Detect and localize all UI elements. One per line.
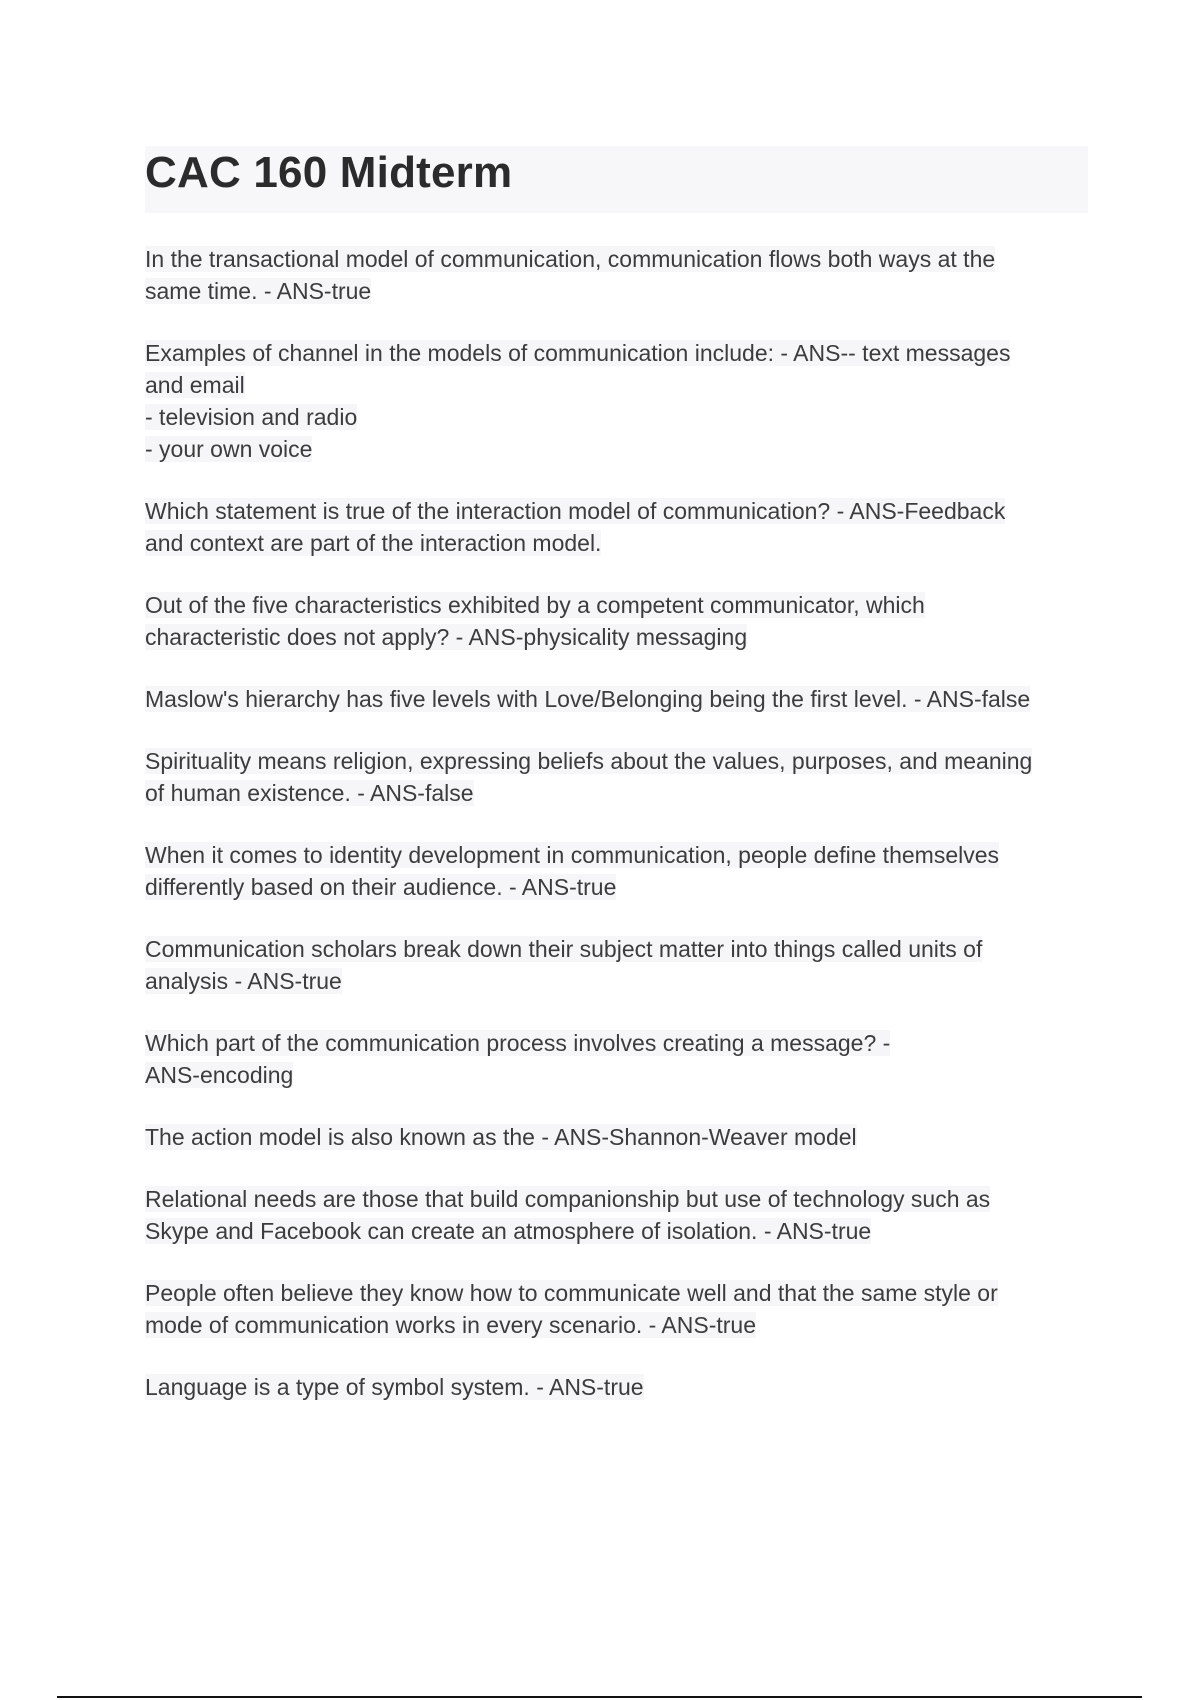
- text-line: Which statement is true of the interaction model of communication? - ANS-Feedback: [145, 498, 1006, 524]
- text-line: Language is a type of symbol system. - ANS-true: [145, 1374, 644, 1400]
- text-line: Out of the five characteristics exhibited by a competent communicator, which: [145, 592, 925, 618]
- qa-item: [145, 1027, 1085, 1091]
- qa-item: [145, 933, 1085, 997]
- text-line: characteristic does not apply? - ANS-physicality messaging: [145, 624, 748, 650]
- qa-item: [145, 1121, 1085, 1153]
- footer-divider: [57, 1696, 1142, 1698]
- text-line: and email: [145, 372, 245, 398]
- text-line: Spirituality means religion, expressing beliefs about the values, purposes, and meaning: [145, 748, 1033, 774]
- text-line: mode of communication works in every scenario. - ANS-true: [145, 1312, 757, 1338]
- text-line: When it comes to identity development in communication, people define themselves: [145, 842, 1000, 868]
- qa-item: [145, 495, 1085, 559]
- qa-item: [145, 1371, 1085, 1403]
- text-line: Maslow's hierarchy has five levels with Love/Belonging being the first level. - ANS-false: [145, 686, 1031, 712]
- qa-item: [145, 1277, 1085, 1341]
- qa-item: [145, 683, 1085, 715]
- text-line: differently based on their audience. - ANS-true: [145, 874, 617, 900]
- text-line: The action model is also known as the - ANS-Shannon-Weaver model: [145, 1124, 857, 1150]
- text-line: Communication scholars break down their subject matter into things called units of: [145, 936, 983, 962]
- text-line: analysis - ANS-true: [145, 968, 342, 994]
- page-title: CAC 160 Midterm: [145, 146, 1088, 213]
- text-line: Which part of the communication process involves creating a message? -: [145, 1030, 891, 1056]
- qa-item: [145, 243, 1085, 307]
- qa-item: [145, 337, 1085, 465]
- text-line: People often believe they know how to communicate well and that the same style or: [145, 1280, 998, 1306]
- text-line: Relational needs are those that build companionship but use of technology such as: [145, 1186, 991, 1212]
- qa-item: [145, 1183, 1085, 1247]
- qa-item: [145, 745, 1085, 809]
- text-line: In the transactional model of communication, communication flows both ways at the: [145, 246, 996, 272]
- text-line: Skype and Facebook can create an atmosphere of isolation. - ANS-true: [145, 1218, 872, 1244]
- text-line: of human existence. - ANS-false: [145, 780, 474, 806]
- qa-list: [145, 243, 1085, 1433]
- qa-item: [145, 589, 1085, 653]
- qa-item: [145, 839, 1085, 903]
- text-line: ANS-encoding: [145, 1062, 294, 1088]
- text-line: same time. - ANS-true: [145, 278, 372, 304]
- text-line: - your own voice: [145, 436, 313, 462]
- text-line: and context are part of the interaction model.: [145, 530, 602, 556]
- text-line: - television and radio: [145, 404, 358, 430]
- text-line: Examples of channel in the models of communication include: - ANS-- text messages: [145, 340, 1011, 366]
